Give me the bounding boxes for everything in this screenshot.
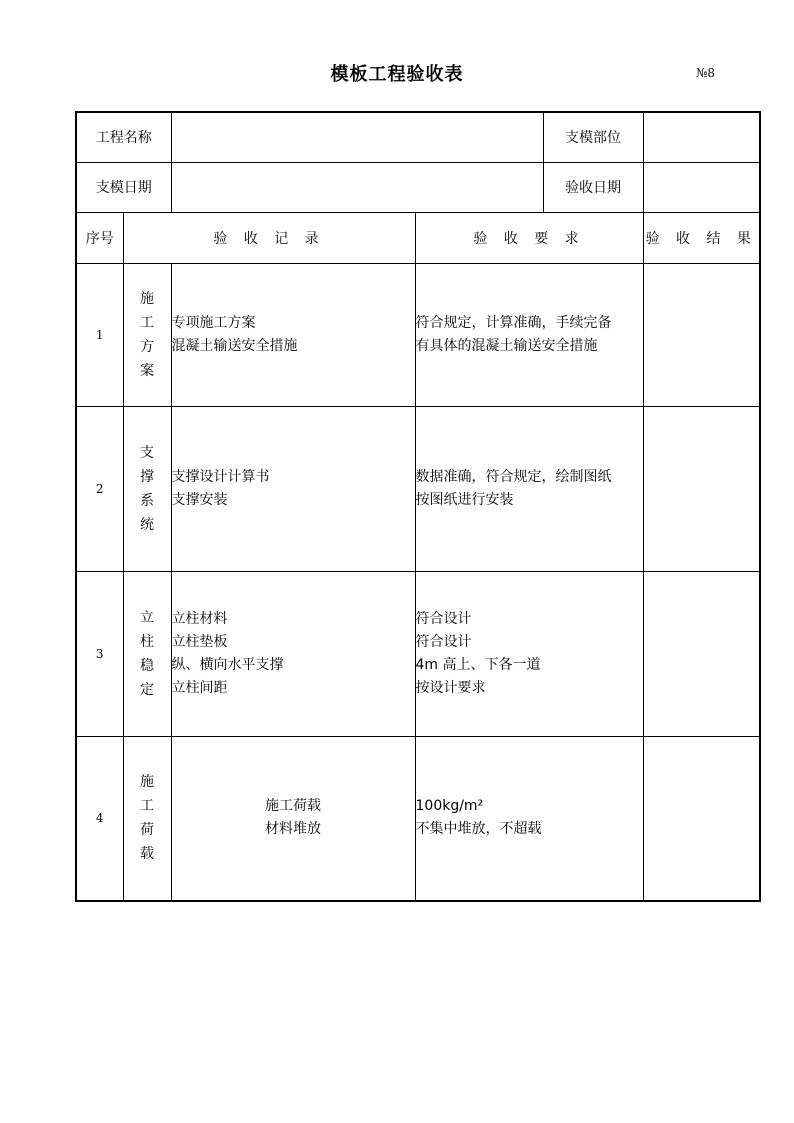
requirement-item: 不集中堆放，不超载 <box>415 821 542 838</box>
requirement-item: 100kg/m² <box>415 798 484 815</box>
row-requirements <box>415 736 643 901</box>
category-char: 立 <box>140 609 154 626</box>
row-result-field[interactable] <box>643 263 760 406</box>
column-header-row <box>76 212 760 263</box>
acceptance-date-field[interactable] <box>643 162 760 212</box>
category-char: 案 <box>140 362 154 379</box>
requirement-item: 有具体的混凝土输送安全措施 <box>415 337 598 354</box>
requirement-item: 按设计要求 <box>415 679 486 696</box>
category-char: 载 <box>140 846 154 863</box>
requirement-item: 符合规定，计算准确，手续完备 <box>415 314 612 331</box>
info-row-1 <box>76 112 760 162</box>
row-result-field[interactable] <box>643 736 760 901</box>
project-name-label: 工程名称 <box>76 112 171 162</box>
formwork-location-field[interactable] <box>643 112 760 162</box>
table-row <box>76 736 760 901</box>
formwork-date-label: 支模日期 <box>76 162 171 212</box>
row-seq: 1 <box>76 263 123 406</box>
project-name-field[interactable] <box>171 112 543 162</box>
row-record-items <box>171 571 415 736</box>
seq-column-header: 序号 <box>76 212 123 263</box>
category-char: 施 <box>140 290 154 307</box>
result-column-header: 验 收 结 果 <box>643 212 760 263</box>
row-requirements <box>415 406 643 571</box>
record-item: 材料堆放 <box>265 821 321 838</box>
table-row <box>76 571 760 736</box>
record-item: 施工荷载 <box>265 798 321 815</box>
record-item: 立柱间距 <box>171 679 228 696</box>
requirement-item: 数据准确，符合规定，绘制图纸 <box>415 468 612 485</box>
row-result-field[interactable] <box>643 571 760 736</box>
document-number: №8 <box>696 66 715 80</box>
record-item: 立柱材料 <box>171 610 228 627</box>
row-category <box>123 263 171 406</box>
category-char: 工 <box>140 798 154 815</box>
requirement-item: 符合设计 <box>415 610 472 627</box>
row-seq: 3 <box>76 571 123 736</box>
table-row <box>76 263 760 406</box>
category-char: 工 <box>140 314 154 331</box>
requirement-item: 符合设计 <box>415 633 472 650</box>
row-category <box>123 736 171 901</box>
record-item: 支撑安装 <box>171 491 228 508</box>
row-requirements <box>415 571 643 736</box>
row-result-field[interactable] <box>643 406 760 571</box>
record-item: 立柱垫板 <box>171 633 228 650</box>
row-record-items <box>171 736 415 901</box>
record-item: 混凝土输送安全措施 <box>171 337 298 354</box>
row-seq: 4 <box>76 736 123 901</box>
row-category <box>123 406 171 571</box>
category-char: 方 <box>140 338 154 355</box>
requirement-item: 按图纸进行安装 <box>415 491 514 508</box>
row-category <box>123 571 171 736</box>
category-char: 施 <box>140 774 154 791</box>
formwork-date-field[interactable] <box>171 162 543 212</box>
category-char: 统 <box>140 516 154 533</box>
record-item: 专项施工方案 <box>171 314 256 331</box>
category-char: 支 <box>140 444 154 461</box>
requirement-column-header: 验 收 要 求 <box>415 212 643 263</box>
category-char: 荷 <box>140 822 154 839</box>
requirement-item: 4m 高上、下各一道 <box>415 656 541 673</box>
table-row <box>76 406 760 571</box>
record-item: 支撑设计计算书 <box>171 468 270 485</box>
row-record-items <box>171 406 415 571</box>
acceptance-form-table <box>75 111 761 902</box>
category-char: 定 <box>140 681 154 698</box>
record-column-header: 验 收 记 录 <box>123 212 415 263</box>
formwork-location-label: 支模部位 <box>543 112 643 162</box>
info-row-2 <box>76 162 760 212</box>
acceptance-date-label: 验收日期 <box>543 162 643 212</box>
row-requirements <box>415 263 643 406</box>
category-char: 柱 <box>140 633 154 650</box>
row-seq: 2 <box>76 406 123 571</box>
category-char: 系 <box>140 492 154 509</box>
record-item: 纵、横向水平支撑 <box>171 656 284 673</box>
category-char: 撑 <box>140 468 154 485</box>
page-title: 模板工程验收表 <box>330 64 464 85</box>
row-record-items <box>171 263 415 406</box>
category-char: 稳 <box>140 657 154 674</box>
